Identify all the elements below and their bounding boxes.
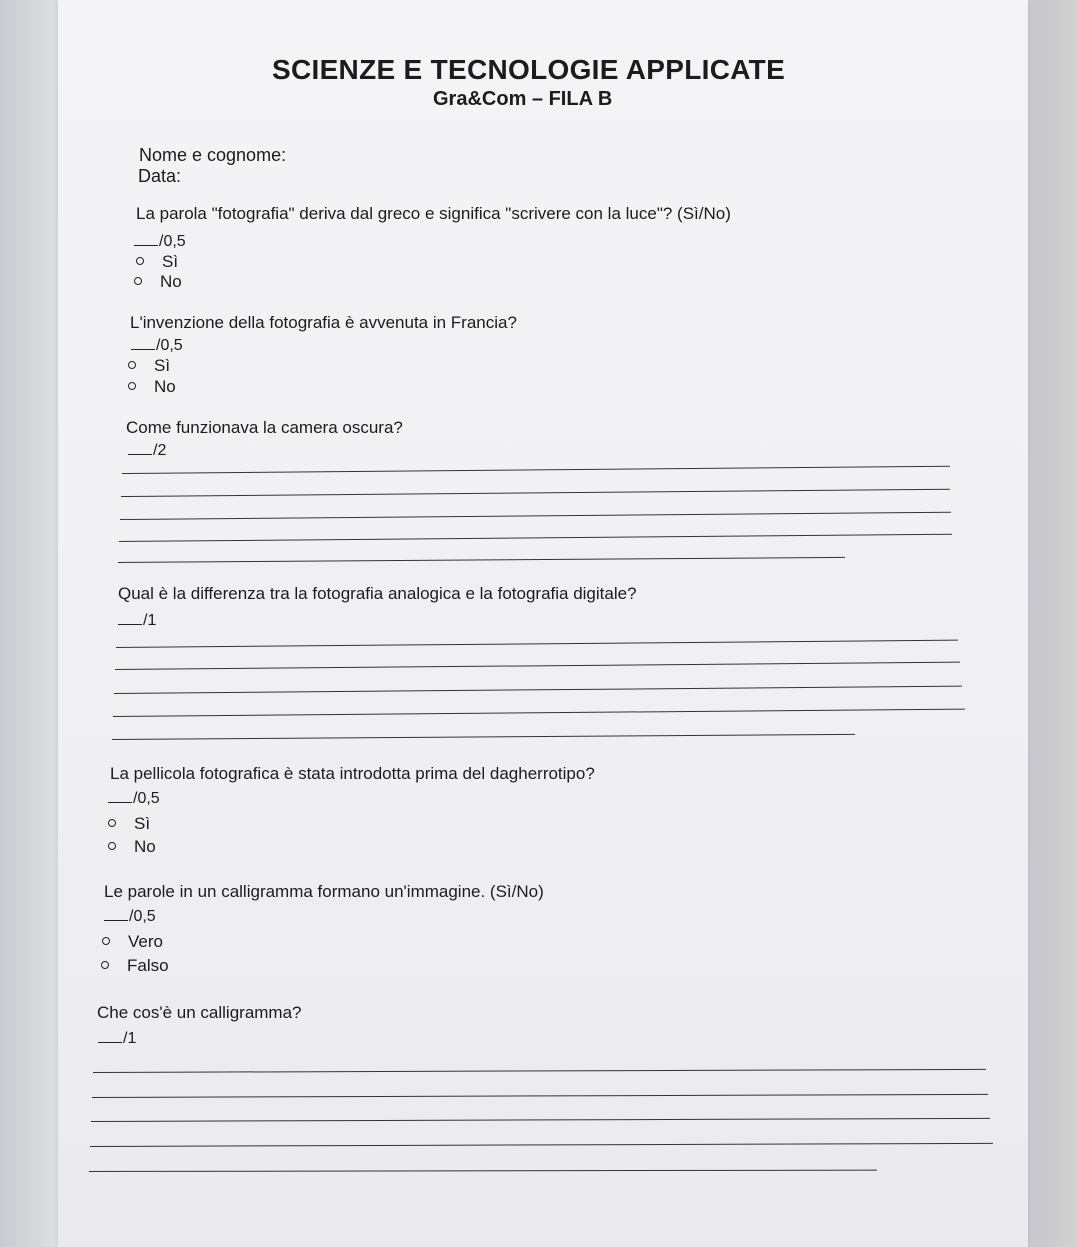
question-2-option-2[interactable] (128, 377, 176, 397)
question-1-option-2[interactable] (134, 272, 182, 292)
document-title: SCIENZE E TECNOLOGIE APPLICATE (272, 54, 786, 85)
question-3-text: Come funzionava la camera oscura? (126, 418, 403, 437)
option-label: Sì (162, 252, 179, 271)
question-1-score (134, 233, 186, 251)
question-4-text: Qual è la differenza tra la fotografia analogica e la fotografia digitale? (118, 584, 637, 603)
question-5-option-2[interactable] (108, 837, 156, 857)
question-5-option-1[interactable] (108, 814, 150, 834)
option-label: Falso (127, 956, 169, 975)
question-4-score (118, 612, 156, 630)
score-value: /0,5 (156, 337, 183, 354)
score-value: /2 (153, 442, 167, 459)
score-blank (98, 1042, 122, 1043)
score-blank (118, 624, 142, 625)
name-label: Nome e cognome: (139, 145, 287, 165)
score-blank (128, 454, 152, 455)
question-7-text: Che cos'è un calligramma? (97, 1003, 302, 1022)
option-label: No (154, 377, 176, 396)
score-blank (134, 245, 158, 246)
question-6-text: Le parole in un calligramma formano un'immagine. (Sì/No) (104, 882, 544, 901)
score-blank (131, 349, 155, 350)
option-label: No (160, 272, 182, 291)
question-1-text: La parola "fotografia" deriva dal greco e significa "scrivere con la luce"? (Sì/No) (136, 204, 731, 223)
question-6-option-2[interactable] (101, 956, 169, 976)
question-5-score (108, 790, 160, 808)
question-6-score (104, 908, 156, 926)
option-label: No (134, 837, 156, 856)
option-label: Vero (128, 932, 163, 951)
option-label: Sì (134, 814, 151, 833)
date-label: Data: (138, 166, 182, 186)
question-2-score (131, 337, 183, 355)
document-subtitle: Gra&Com – FILA B (433, 88, 613, 110)
question-2-text: L'invenzione della fotografia è avvenuta in Francia? (130, 313, 517, 332)
question-6-option-1[interactable] (102, 932, 163, 952)
option-label: Sì (154, 356, 171, 375)
radio-circle-icon[interactable] (134, 277, 142, 285)
radio-circle-icon[interactable] (128, 382, 136, 390)
score-blank (108, 802, 132, 803)
score-value: /0,5 (159, 233, 186, 250)
question-3-score (128, 442, 166, 460)
question-2-option-1[interactable] (128, 356, 170, 376)
radio-circle-icon[interactable] (136, 257, 144, 265)
radio-circle-icon[interactable] (108, 819, 116, 827)
question-5-text: La pellicola fotografica è stata introdotta prima del dagherrotipo? (110, 764, 595, 783)
score-value: /1 (123, 1030, 137, 1047)
score-value: /1 (143, 612, 157, 629)
question-1-option-1[interactable] (136, 252, 178, 272)
radio-circle-icon[interactable] (102, 937, 110, 945)
score-blank (104, 920, 128, 921)
score-value: /0,5 (133, 790, 160, 807)
radio-circle-icon[interactable] (108, 842, 116, 850)
score-value: /0,5 (129, 908, 156, 925)
question-7-score (98, 1030, 136, 1048)
radio-circle-icon[interactable] (101, 961, 109, 969)
radio-circle-icon[interactable] (128, 361, 136, 369)
exam-sheet (58, 0, 1028, 1247)
